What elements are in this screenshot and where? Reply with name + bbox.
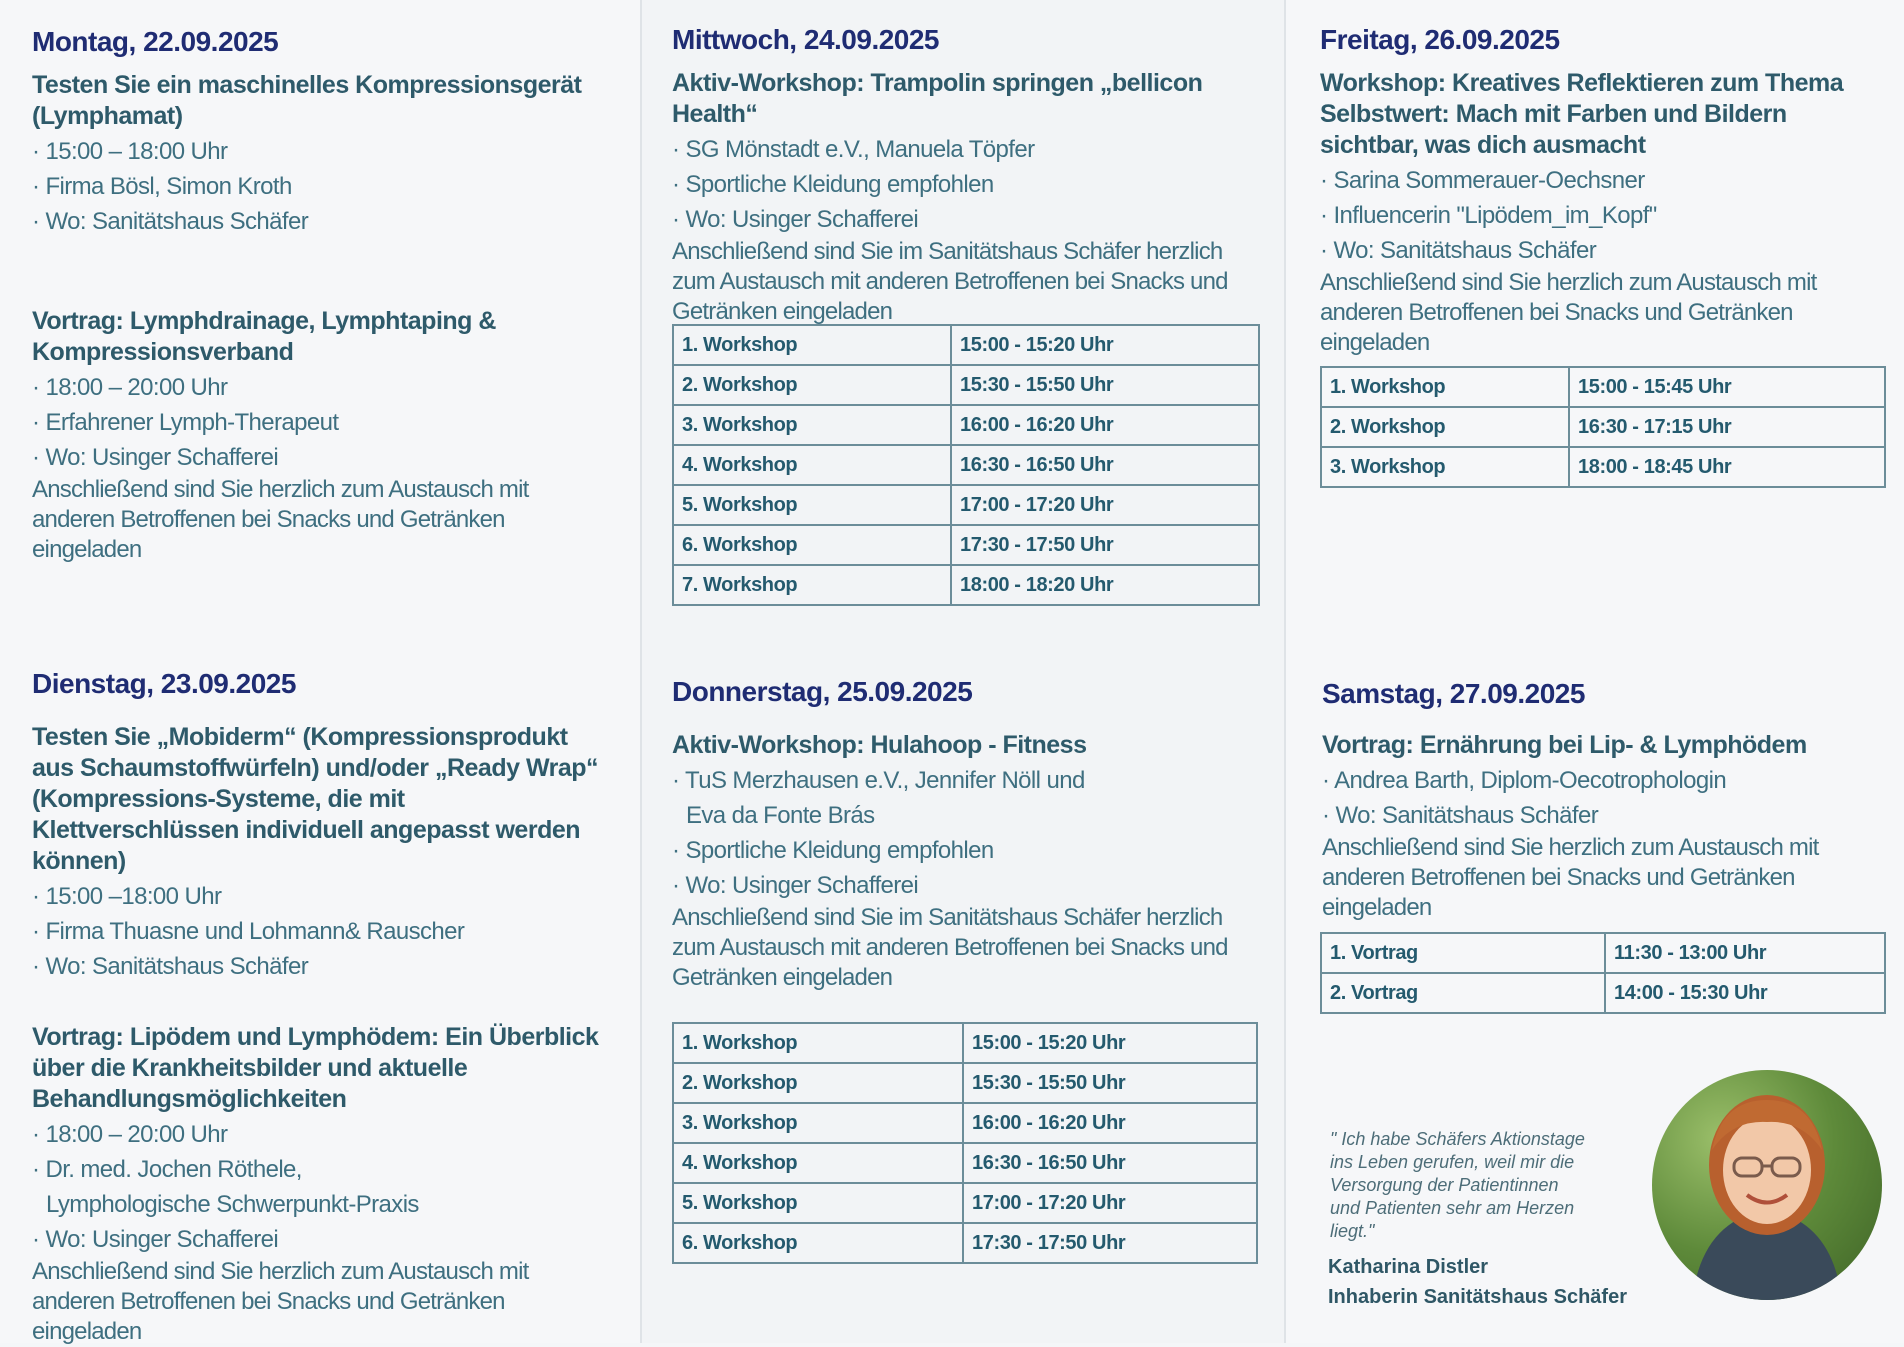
testimonial-signature	[1328, 1252, 1627, 1312]
session-time: 18:00 - 18:45 Uhr	[1569, 447, 1885, 487]
session-time: 16:00 - 16:20 Uhr	[963, 1103, 1257, 1143]
event-details	[1320, 163, 1894, 268]
session-label: 1. Workshop	[673, 325, 951, 365]
table-row	[1321, 973, 1885, 1013]
detail-location: · Wo: Usinger Schafferei	[672, 202, 1274, 237]
event-details	[1322, 763, 1894, 833]
table-row	[1321, 933, 1885, 973]
session-time: 17:30 - 17:50 Uhr	[963, 1223, 1257, 1263]
session-time: 16:30 - 16:50 Uhr	[963, 1143, 1257, 1183]
detail-clothing: · Sportliche Kleidung empfohlen	[672, 167, 1274, 202]
event-details	[32, 134, 630, 239]
detail-clothing: · Sportliche Kleidung empfohlen	[672, 833, 1112, 868]
session-label: 3. Workshop	[673, 1103, 963, 1143]
detail-role: · Influencerin "Lipödem_im_Kopf"	[1320, 198, 1894, 233]
session-time: 15:00 - 15:45 Uhr	[1569, 367, 1885, 407]
section-donnerstag	[672, 676, 1274, 993]
session-time: 17:00 - 17:20 Uhr	[963, 1183, 1257, 1223]
event-details	[32, 879, 630, 984]
day-heading: Freitag, 26.09.2025	[1320, 24, 1560, 55]
detail-provider: · Firma Bösl, Simon Kroth	[32, 169, 630, 204]
session-label: 4. Workshop	[673, 1143, 963, 1183]
session-label: 1. Workshop	[1321, 367, 1569, 407]
table-row	[1321, 407, 1885, 447]
testimonial-name: Katharina Distler	[1328, 1256, 1489, 1278]
session-label: 2. Vortrag	[1321, 973, 1605, 1013]
session-label: 3. Workshop	[1321, 447, 1569, 487]
table-row	[1321, 447, 1885, 487]
detail-speaker: · Andrea Barth, Diplom-Oecotrophologin	[1322, 763, 1894, 798]
event-title: Vortrag: Lymphdrainage, Lymphtaping & Kompressionsverband	[32, 307, 496, 366]
event-title: Testen Sie ein maschinelles Kompressionsgerät (Lymphamat)	[32, 71, 582, 130]
detail-location: · Wo: Sanitätshaus Schäfer	[1322, 798, 1894, 833]
session-label: 1. Workshop	[673, 1023, 963, 1063]
session-label: 5. Workshop	[673, 1183, 963, 1223]
session-label: 2. Workshop	[673, 1063, 963, 1103]
detail-time: · 15:00 – 18:00 Uhr	[32, 134, 630, 169]
detail-location: · Wo: Sanitätshaus Schäfer	[32, 204, 630, 239]
session-time: 16:30 - 16:50 Uhr	[951, 445, 1259, 485]
schedule-table-samstag	[1320, 932, 1886, 1014]
day-heading: Dienstag, 23.09.2025	[32, 668, 296, 699]
session-time: 14:00 - 15:30 Uhr	[1605, 973, 1885, 1013]
section-montag	[32, 26, 630, 239]
event-details	[32, 1117, 472, 1257]
detail-speaker: · Erfahrener Lymph-Therapeut	[32, 405, 630, 440]
session-time: 18:00 - 18:20 Uhr	[951, 565, 1259, 605]
table-row	[673, 525, 1259, 565]
event-details	[672, 763, 1112, 903]
schedule-table-mittwoch	[672, 324, 1260, 606]
event-title: Vortrag: Ernährung bei Lip- & Lymphödem	[1322, 731, 1807, 759]
detail-location: · Wo: Usinger Schafferei	[32, 1222, 472, 1257]
table-row	[673, 405, 1259, 445]
table-row	[673, 485, 1259, 525]
event-note: Anschließend sind Sie herzlich zum Austausch mit anderen Betroffenen bei Snacks und Getränken eingeladen	[32, 476, 529, 563]
detail-provider: · SG Mönstadt e.V., Manuela Töpfer	[672, 132, 1274, 167]
panel-left	[0, 0, 640, 1343]
table-row	[673, 325, 1259, 365]
event-details	[32, 370, 630, 475]
session-label: 6. Workshop	[673, 525, 951, 565]
event-title: Aktiv-Workshop: Hulahoop - Fitness	[672, 731, 1087, 759]
detail-location: · Wo: Sanitätshaus Schäfer	[32, 949, 630, 984]
table-row	[673, 1183, 1257, 1223]
detail-location: · Wo: Sanitätshaus Schäfer	[1320, 233, 1894, 268]
detail-time: · 18:00 – 20:00 Uhr	[32, 1117, 472, 1152]
session-label: 7. Workshop	[673, 565, 951, 605]
day-heading: Samstag, 27.09.2025	[1322, 678, 1585, 709]
table-row	[673, 1143, 1257, 1183]
event-note: Anschließend sind Sie herzlich zum Austausch mit anderen Betroffenen bei Snacks und Getränken eingeladen	[1320, 269, 1817, 356]
session-time: 11:30 - 13:00 Uhr	[1605, 933, 1885, 973]
detail-speaker: · Dr. med. Jochen Röthele, Lymphologische Schwerpunkt-Praxis	[32, 1152, 472, 1222]
section-freitag	[1320, 24, 1894, 358]
event-note: Anschließend sind Sie im Sanitätshaus Schäfer herzlich zum Austausch mit anderen Betroffenen bei Snacks und Getränken eingeladen	[672, 238, 1228, 325]
section-dienstag	[32, 668, 630, 984]
table-row	[673, 1223, 1257, 1263]
session-time: 15:30 - 15:50 Uhr	[951, 365, 1259, 405]
session-time: 16:00 - 16:20 Uhr	[951, 405, 1259, 445]
detail-provider: · TuS Merzhausen e.V., Jennifer Nöll und Eva da Fonte Brás	[672, 763, 1112, 833]
session-label: 3. Workshop	[673, 405, 951, 445]
session-time: 17:30 - 17:50 Uhr	[951, 525, 1259, 565]
schedule-table-freitag	[1320, 366, 1886, 488]
event-title: Testen Sie „Mobiderm“ (Kompressionsprodukt aus Schaumstoffwürfeln) und/oder „Ready Wrap“ (Kompressions-Systeme, die mit Klettverschlüssen individuell angepasst werden können)	[32, 723, 599, 875]
session-time: 16:30 - 17:15 Uhr	[1569, 407, 1885, 447]
session-time: 15:30 - 15:50 Uhr	[963, 1063, 1257, 1103]
event-details	[672, 132, 1274, 237]
event-title: Aktiv-Workshop: Trampolin springen „bellicon Health“	[672, 69, 1203, 128]
day-heading: Mittwoch, 24.09.2025	[672, 24, 940, 55]
section-montag-vortrag	[32, 306, 630, 565]
table-row	[673, 365, 1259, 405]
portrait-photo	[1652, 1070, 1882, 1300]
detail-time: · 18:00 – 20:00 Uhr	[32, 370, 630, 405]
panel-middle	[642, 0, 1284, 1343]
session-label: 6. Workshop	[673, 1223, 963, 1263]
table-row	[1321, 367, 1885, 407]
testimonial-quote: " Ich habe Schäfers Aktionstage ins Leben gerufen, weil mir die Versorgung der Patientinnen und Patienten sehr am Herzen liegt."	[1330, 1129, 1585, 1241]
event-note: Anschließend sind Sie herzlich zum Austausch mit anderen Betroffenen bei Snacks und Getränken eingeladen	[1322, 834, 1819, 921]
session-time: 15:00 - 15:20 Uhr	[963, 1023, 1257, 1063]
session-label: 5. Workshop	[673, 485, 951, 525]
detail-location: · Wo: Usinger Schafferei	[672, 868, 1112, 903]
table-row	[673, 1023, 1257, 1063]
session-label: 2. Workshop	[673, 365, 951, 405]
table-row	[673, 1103, 1257, 1143]
session-label: 4. Workshop	[673, 445, 951, 485]
testimonial-role: Inhaberin Sanitätshaus Schäfer	[1328, 1286, 1627, 1308]
schedule-table-donnerstag	[672, 1022, 1258, 1264]
day-heading: Montag, 22.09.2025	[32, 26, 279, 57]
table-row	[673, 1063, 1257, 1103]
section-dienstag-vortrag	[32, 1022, 630, 1347]
session-label: 1. Vortrag	[1321, 933, 1605, 973]
detail-provider: · Firma Thuasne und Lohmann& Rauscher	[32, 914, 630, 949]
detail-location: · Wo: Usinger Schafferei	[32, 440, 630, 475]
event-title: Workshop: Kreatives Reflektieren zum Thema Selbstwert: Mach mit Farben und Bildern sichtbar, was dich ausmacht	[1320, 69, 1844, 159]
table-row	[673, 565, 1259, 605]
session-label: 2. Workshop	[1321, 407, 1569, 447]
section-samstag	[1322, 678, 1894, 923]
session-time: 17:00 - 17:20 Uhr	[951, 485, 1259, 525]
day-heading: Donnerstag, 25.09.2025	[672, 676, 973, 707]
session-time: 15:00 - 15:20 Uhr	[951, 325, 1259, 365]
section-mittwoch	[672, 24, 1274, 327]
portrait-illustration	[1652, 1070, 1882, 1300]
detail-speaker: · Sarina Sommerauer-Oechsner	[1320, 163, 1894, 198]
event-title: Vortrag: Lipödem und Lymphödem: Ein Überblick über die Krankheitsbilder und aktuelle Behandlungsmöglichkeiten	[32, 1023, 599, 1113]
detail-time: · 15:00 –18:00 Uhr	[32, 879, 630, 914]
event-note: Anschließend sind Sie im Sanitätshaus Schäfer herzlich zum Austausch mit anderen Betroffenen bei Snacks und Getränken eingeladen	[672, 904, 1228, 991]
table-row	[673, 445, 1259, 485]
event-note: Anschließend sind Sie herzlich zum Austausch mit anderen Betroffenen bei Snacks und Getränken eingeladen	[32, 1258, 529, 1345]
